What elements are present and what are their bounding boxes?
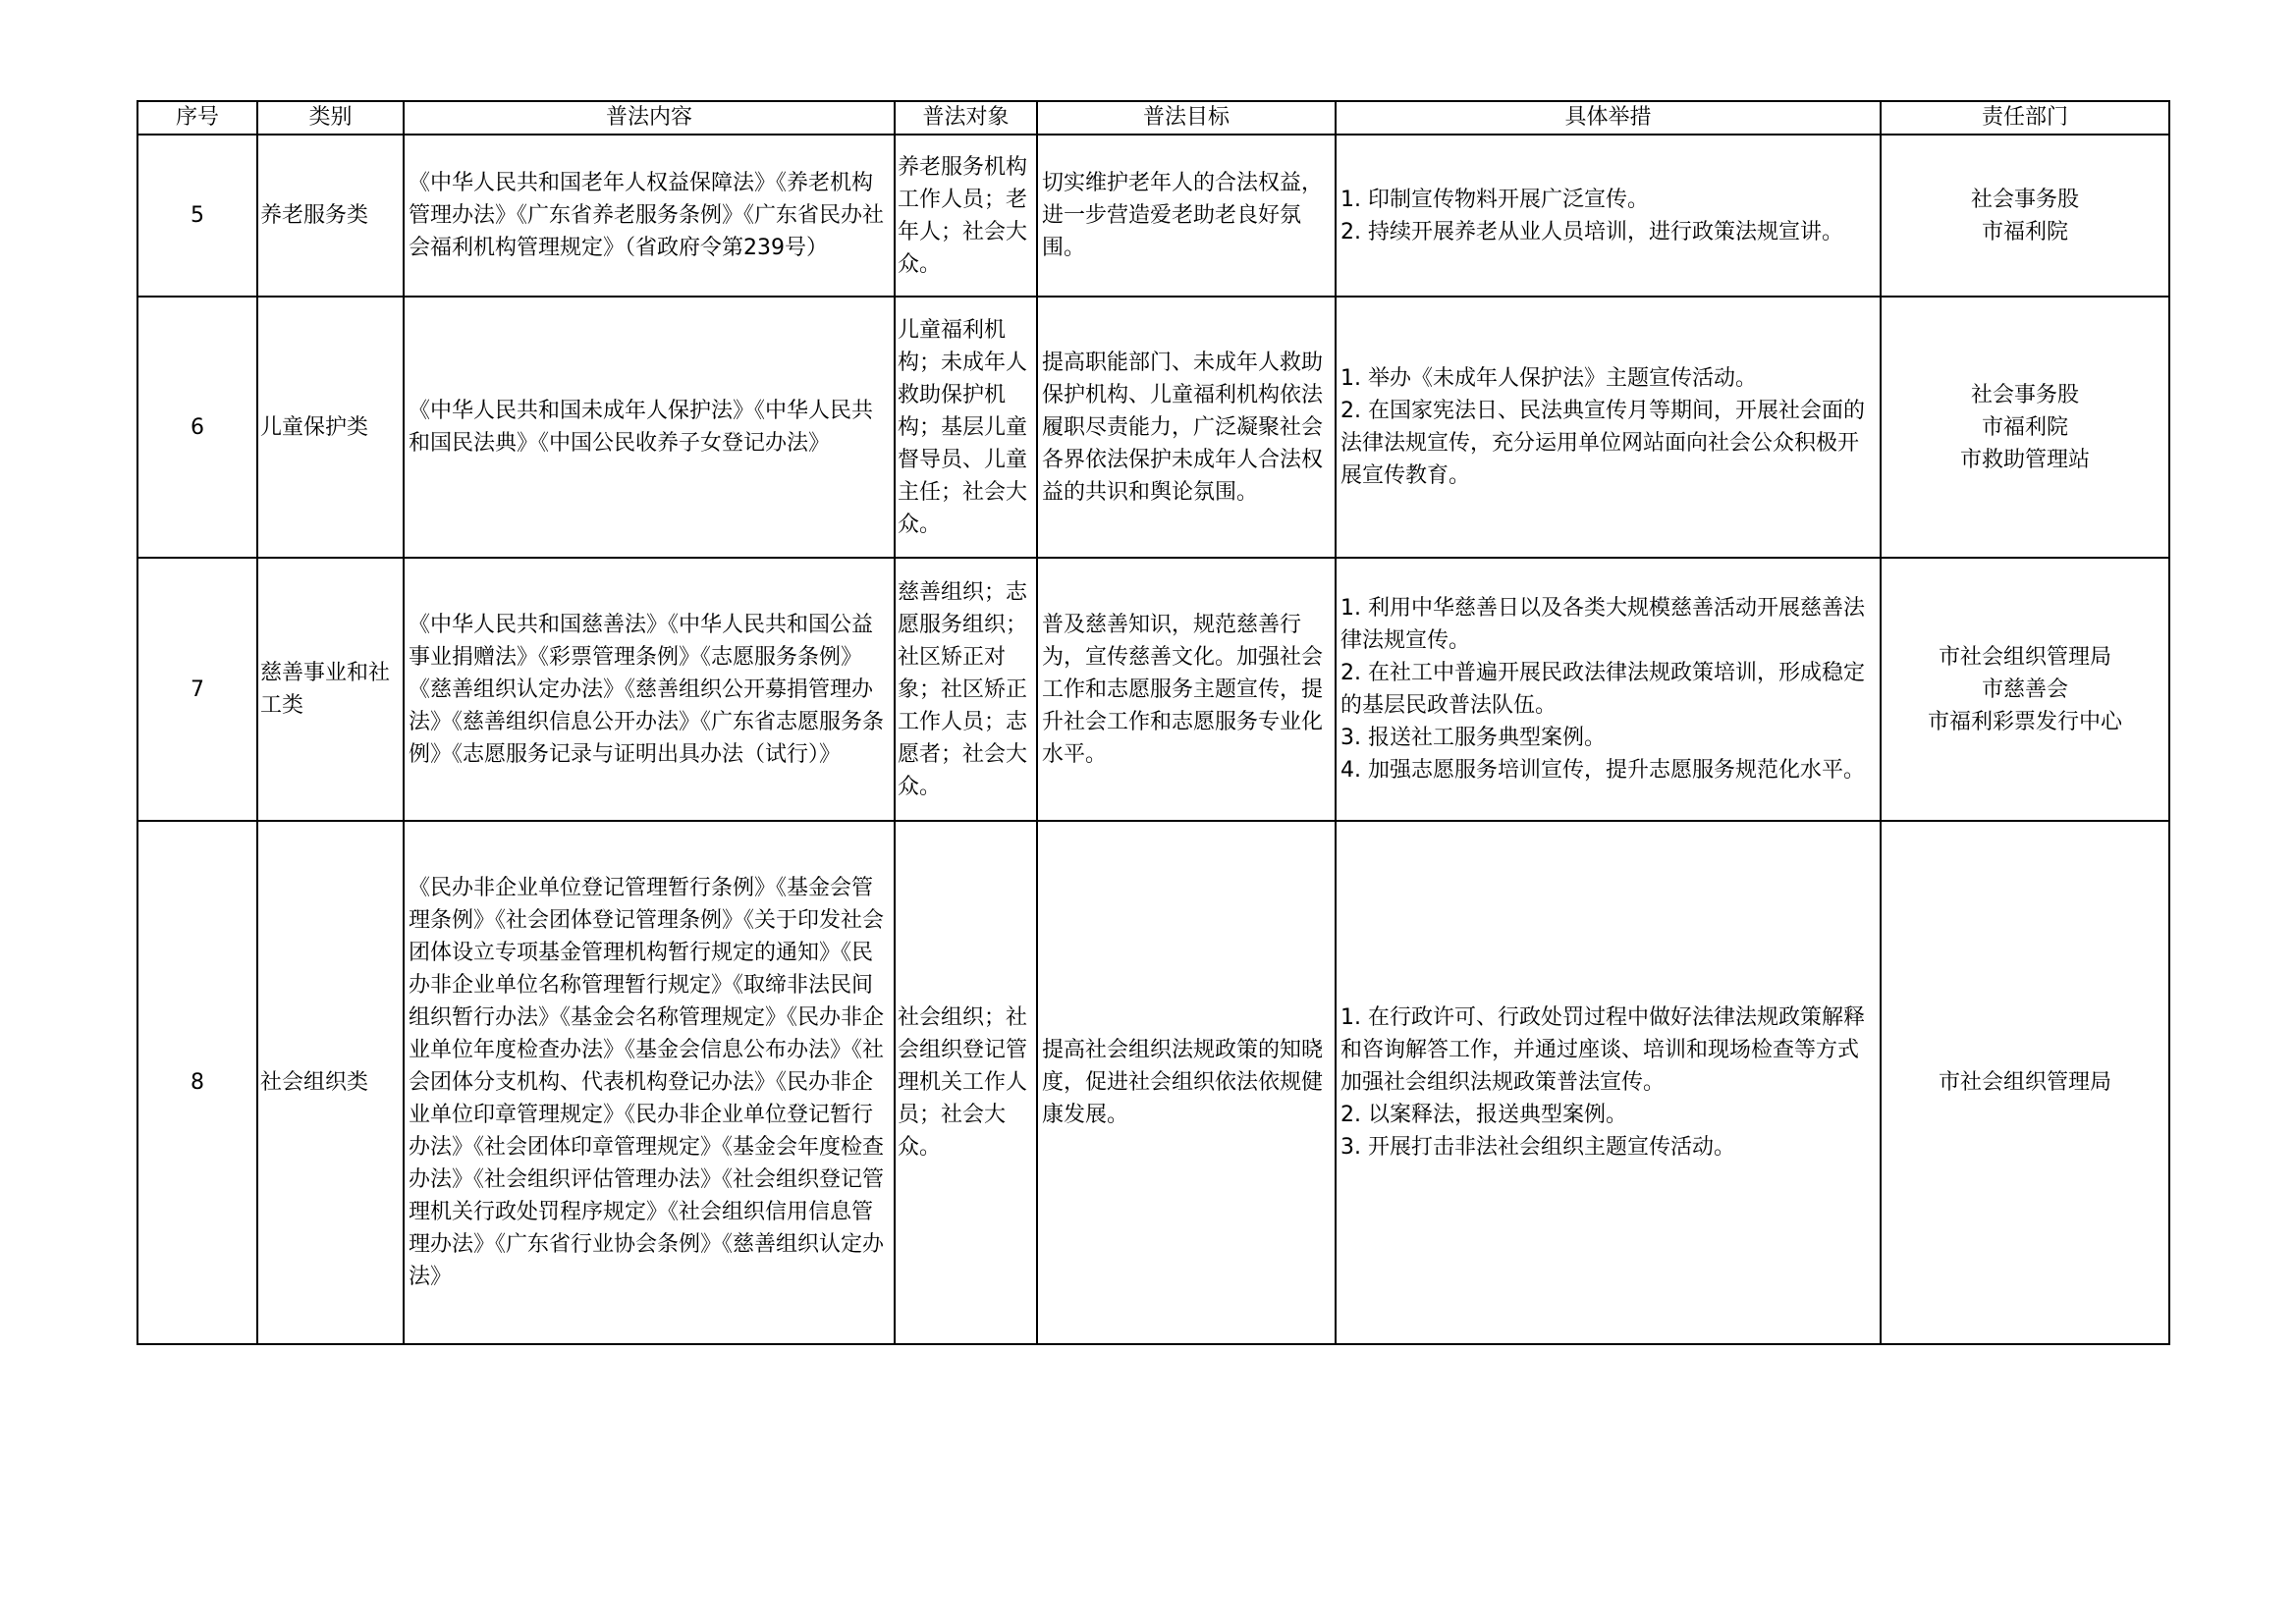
row-measures: 1. 举办《未成年人保护法》主题宣传活动。 2. 在国家宪法日、民法典宣传月等期间，开展社会面的法律法规宣传，充分运用单位网站面向社会公众积极开展宣传教育。 xyxy=(1336,297,1881,558)
table-row xyxy=(137,297,2169,558)
row-category: 慈善事业和社工类 xyxy=(257,558,404,821)
row-target: 儿童福利机构；未成年人救助保护机构；基层儿童督导员、儿童主任；社会大众。 xyxy=(895,297,1037,558)
row-target: 慈善组织；志愿服务组织；社区矫正对象；社区矫正工作人员；志愿者；社会大众。 xyxy=(895,558,1037,821)
row-content: 《中华人民共和国老年人权益保障法》《养老机构管理办法》《广东省养老服务条例》《广东省民办社会福利机构管理规定》（省政府令第239号） xyxy=(404,135,895,297)
row-dept: 市社会组织管理局 xyxy=(1881,821,2169,1344)
row-content: 《中华人民共和国未成年人保护法》《中华人民共和国民法典》《中国公民收养子女登记办法》 xyxy=(404,297,895,558)
row-dept: 社会事务股 市福利院 xyxy=(1881,135,2169,297)
legal-education-plan-table xyxy=(137,100,2170,1345)
header-target: 普法对象 xyxy=(895,101,1037,135)
header-content: 普法内容 xyxy=(404,101,895,135)
row-target: 社会组织；社会组织登记管理机关工作人员；社会大众。 xyxy=(895,821,1037,1344)
header-category: 类别 xyxy=(257,101,404,135)
row-measures: 1. 在行政许可、行政处罚过程中做好法律法规政策解释和咨询解答工作，并通过座谈、培训和现场检查等方式加强社会组织法规政策普法宣传。 2. 以案释法，报送典型案例。 3. 开展打击非法社会组织主题宣传活动。 xyxy=(1336,821,1881,1344)
row-goal: 切实维护老年人的合法权益，进一步营造爱老助老良好氛围。 xyxy=(1037,135,1336,297)
row-content: 《中华人民共和国慈善法》《中华人民共和国公益事业捐赠法》《彩票管理条例》《志愿服务条例》《慈善组织认定办法》《慈善组织公开募捐管理办法》《慈善组织信息公开办法》《广东省志愿服务条例》《志愿服务记录与证明出具办法（试行）》 xyxy=(404,558,895,821)
table-row xyxy=(137,135,2169,297)
table-row xyxy=(137,558,2169,821)
row-content: 《民办非企业单位登记管理暂行条例》《基金会管理条例》《社会团体登记管理条例》《关于印发社会团体设立专项基金管理机构暂行规定的通知》《民办非企业单位名称管理暂行规定》《取缔非法民间组织暂行办法》《基金会名称管理规定》《民办非企业单位年度检查办法》《基金会信息公布办法》《社会团体分支机构、代表机构登记办法》《民办非企业单位印章管理规定》《民办非企业单位登记暂行办法》《社会团体印章管理规定》《基金会年度检查办法》《社会组织评估管理办法》《社会组织登记管理机关行政处罚程序规定》《社会组织信用信息管理办法》《广东省行业协会条例》《慈善组织认定办法》 xyxy=(404,821,895,1344)
table-row xyxy=(137,821,2169,1344)
row-target: 养老服务机构工作人员；老年人；社会大众。 xyxy=(895,135,1037,297)
row-no: 8 xyxy=(137,821,257,1344)
row-measures: 1. 利用中华慈善日以及各类大规模慈善活动开展慈善法律法规宣传。 2. 在社工中普遍开展民政法律法规政策培训，形成稳定的基层民政普法队伍。 3. 报送社工服务典型案例。 4. 加强志愿服务培训宣传，提升志愿服务规范化水平。 xyxy=(1336,558,1881,821)
row-category: 社会组织类 xyxy=(257,821,404,1344)
row-goal: 普及慈善知识，规范慈善行为，宣传慈善文化。加强社会工作和志愿服务主题宣传，提升社会工作和志愿服务专业化水平。 xyxy=(1037,558,1336,821)
row-goal: 提高社会组织法规政策的知晓度，促进社会组织依法依规健康发展。 xyxy=(1037,821,1336,1344)
row-category: 儿童保护类 xyxy=(257,297,404,558)
table-header-row xyxy=(137,101,2169,135)
row-dept: 市社会组织管理局 市慈善会 市福利彩票发行中心 xyxy=(1881,558,2169,821)
row-dept: 社会事务股 市福利院 市救助管理站 xyxy=(1881,297,2169,558)
header-goal: 普法目标 xyxy=(1037,101,1336,135)
row-no: 7 xyxy=(137,558,257,821)
row-measures: 1. 印制宣传物料开展广泛宣传。 2. 持续开展养老从业人员培训，进行政策法规宣讲。 xyxy=(1336,135,1881,297)
header-measures: 具体举措 xyxy=(1336,101,1881,135)
header-dept: 责任部门 xyxy=(1881,101,2169,135)
header-no: 序号 xyxy=(137,101,257,135)
row-goal: 提高职能部门、未成年人救助保护机构、儿童福利机构依法履职尽责能力，广泛凝聚社会各界依法保护未成年人合法权益的共识和舆论氛围。 xyxy=(1037,297,1336,558)
row-category: 养老服务类 xyxy=(257,135,404,297)
row-no: 6 xyxy=(137,297,257,558)
row-no: 5 xyxy=(137,135,257,297)
